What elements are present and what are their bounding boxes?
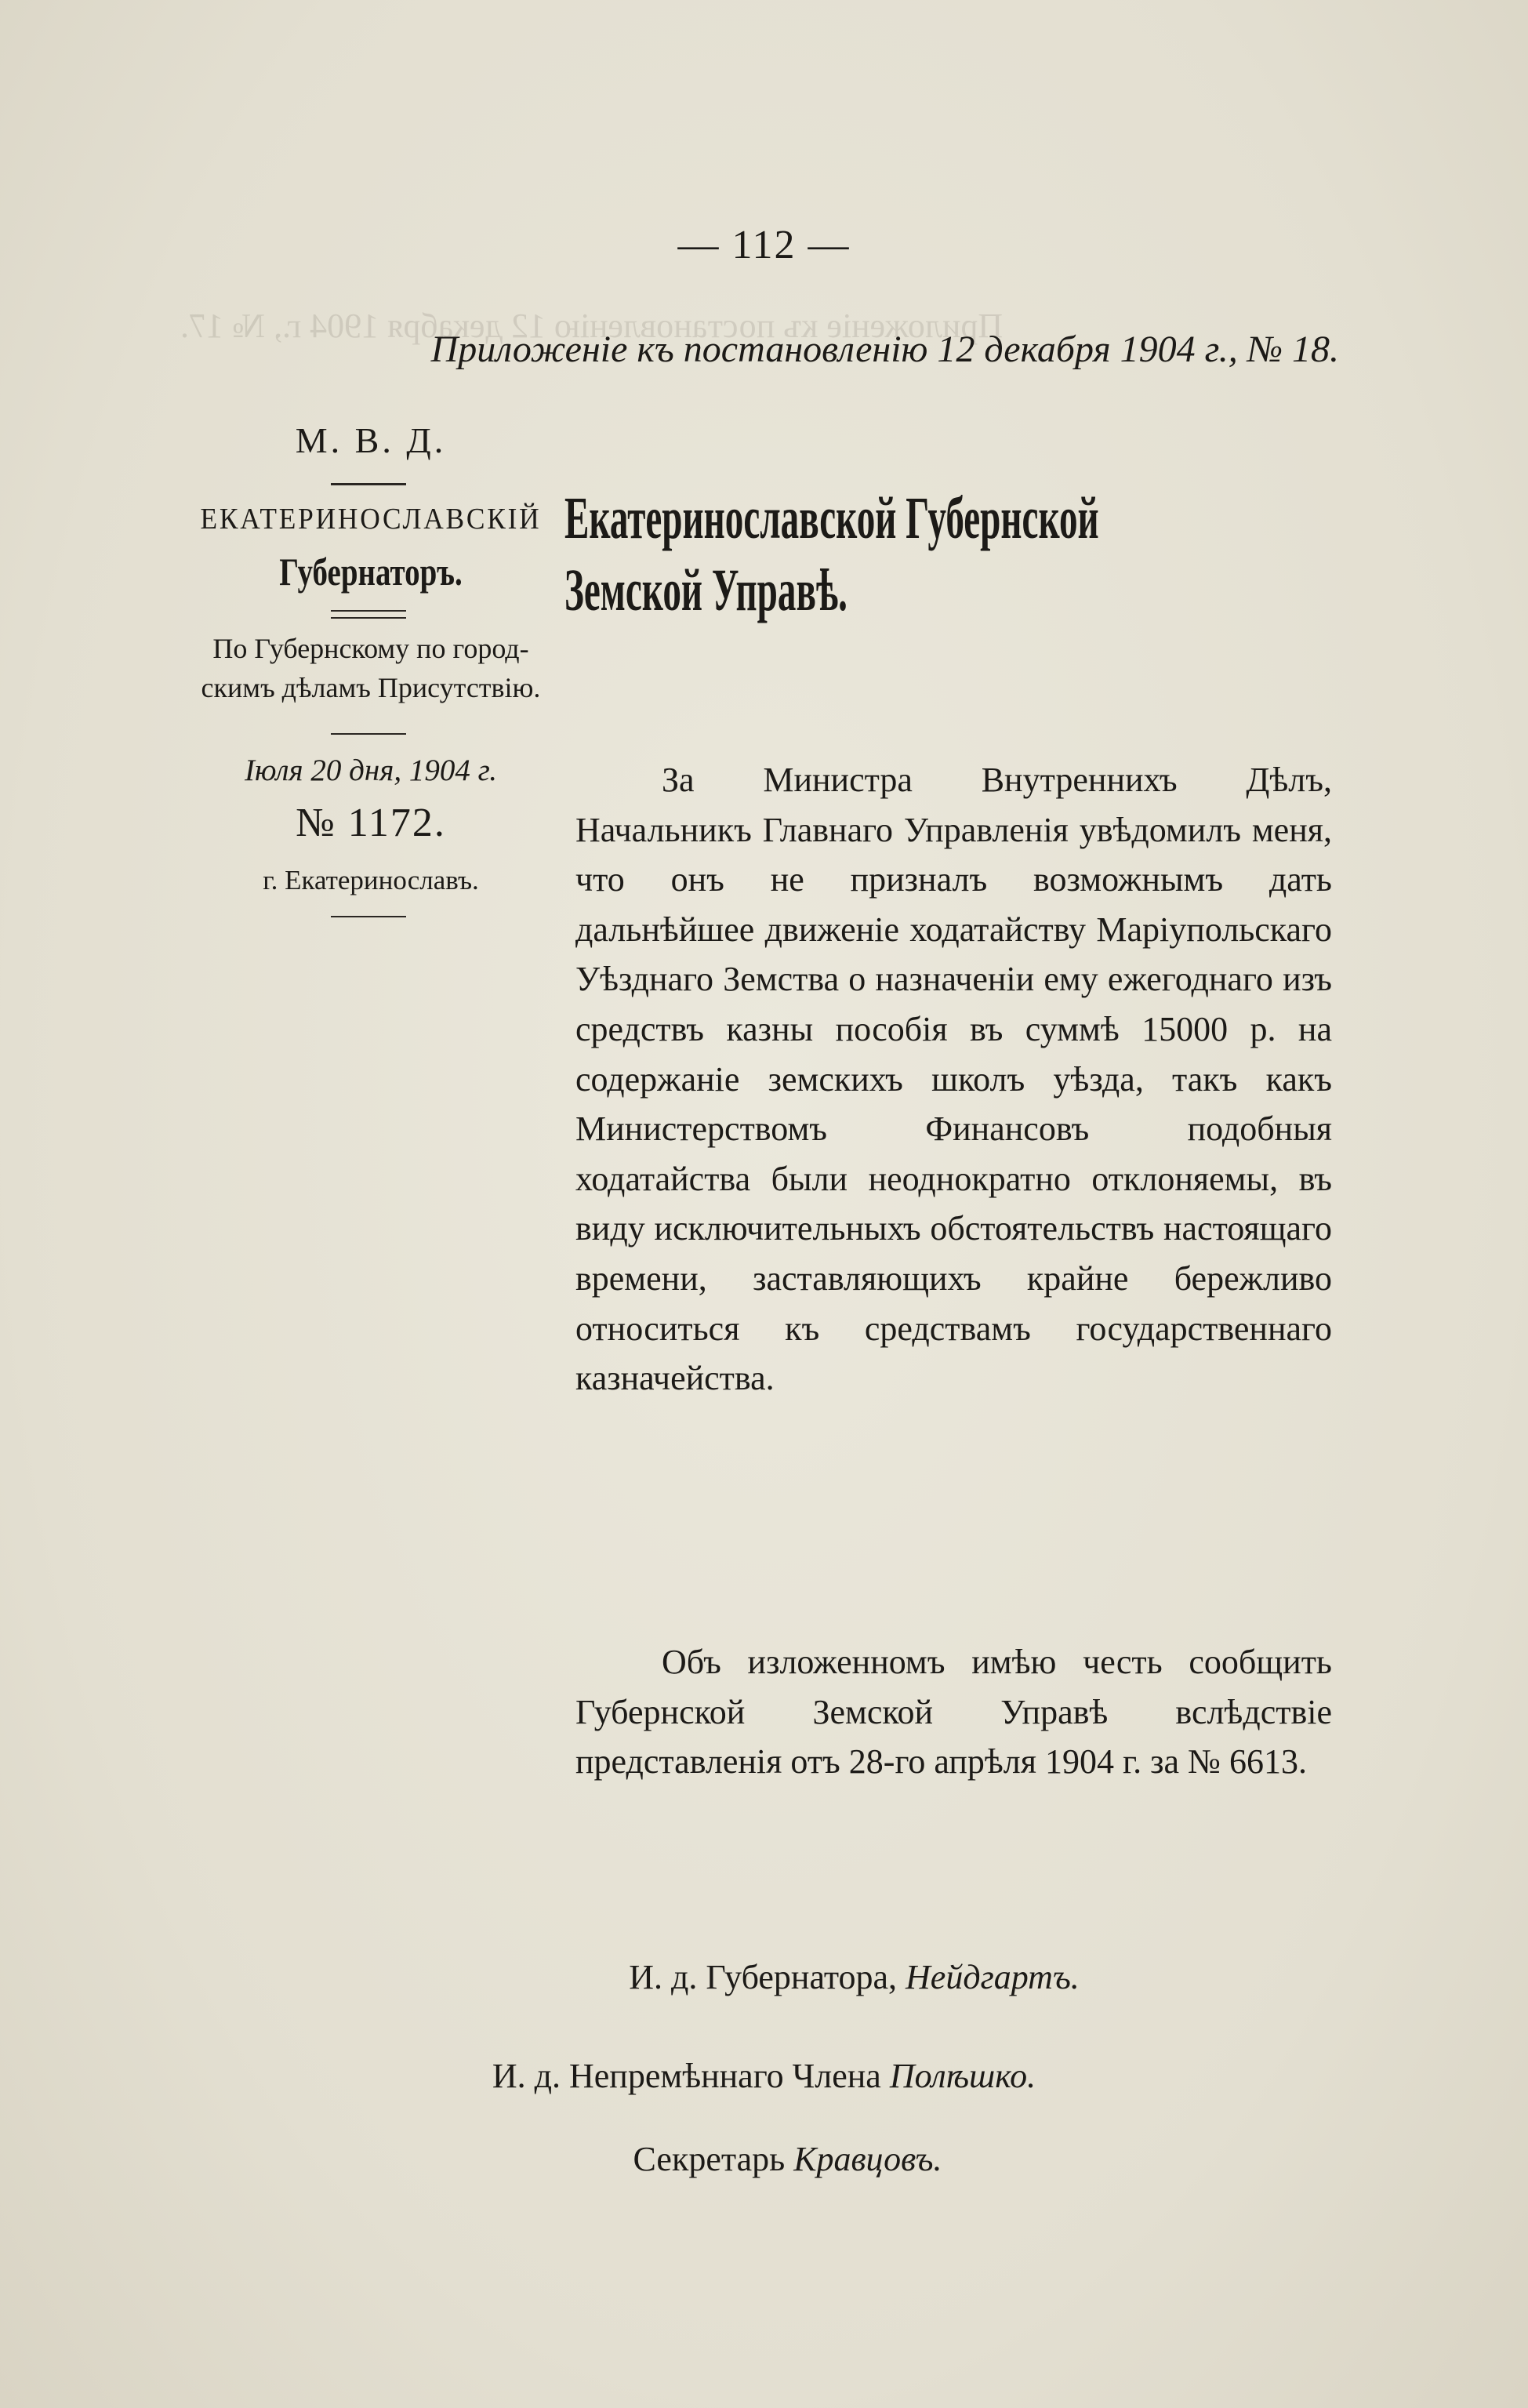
ministry-abbreviation: М. В. Д. — [295, 420, 447, 460]
office-name: ЕКАТЕРИНОСЛАВСКІЙ — [200, 503, 542, 536]
addressee-heading — [564, 482, 1341, 627]
signature-secretary — [0, 2139, 1528, 2179]
divider — [331, 483, 406, 485]
signature-role: И. д. Губернатора, — [629, 1958, 898, 1996]
page-number: — 112 — — [677, 223, 851, 267]
signature-role: И. д. Непремѣннаго Члена — [492, 2057, 881, 2095]
signature-name: Полѣшко. — [889, 2057, 1036, 2095]
presence-line: скимъ дѣламъ Присутствію. — [201, 672, 541, 703]
signature-member — [0, 2056, 1528, 2096]
divider — [331, 916, 406, 917]
office-title: Губернаторъ. — [279, 550, 463, 594]
document-date: Іюля 20 дня, 1904 г. — [244, 754, 498, 787]
signature-governor — [0, 1957, 1528, 1997]
addressee-line: Земской Управѣ. — [564, 558, 847, 623]
presence-department — [171, 629, 571, 707]
signature-name: Кравцовъ. — [793, 2140, 942, 2178]
bleed-through-text: Приложеніе къ постановленію 12 декабря 1904 г., № 17. — [180, 307, 1004, 345]
presence-line: По Губернскому по город- — [212, 633, 529, 664]
document-number: № 1172. — [296, 801, 446, 845]
signature-role: Секретарь — [633, 2140, 786, 2178]
body-paragraph: Объ изложенномъ имѣю честь сообщить Губернской Земской Управѣ вслѣдствіе представленія отъ 28-го апрѣля 1904 г. за № 6613. — [575, 1643, 1332, 1781]
document-place: г. Екатеринославъ. — [263, 865, 479, 895]
body-paragraph: За Министра Внутреннихъ Дѣлъ, Начальникъ Главнаго Управленія увѣдомилъ меня, что онъ не призналъ возможнымъ дать дальнѣйшее движеніе ходатайству Маріупольскаго Уѣзднаго Земства о назначеніи ему ежегоднаго изъ средствъ казны пособія въ суммѣ 15000 р. на содержаніе земскихъ школъ уѣзда, такъ какъ Министерствомъ Финансовъ подобныя ходатайства были неоднократно отклоняемы, въ виду исключительныхъ обстоятельствъ настоящаго времени, заставляющихъ крайне бережливо относиться къ средствамъ государственнаго казначейства. — [575, 761, 1332, 1398]
appendix-heading: Приложеніе къ постановленію 12 декабря 1904 г., № 18. — [430, 329, 1339, 370]
addressee-line: Екатеринославской Губернской — [564, 485, 1099, 551]
divider — [331, 733, 406, 735]
double-divider — [331, 610, 406, 619]
signature-name: Нейдгартъ. — [906, 1958, 1080, 1996]
